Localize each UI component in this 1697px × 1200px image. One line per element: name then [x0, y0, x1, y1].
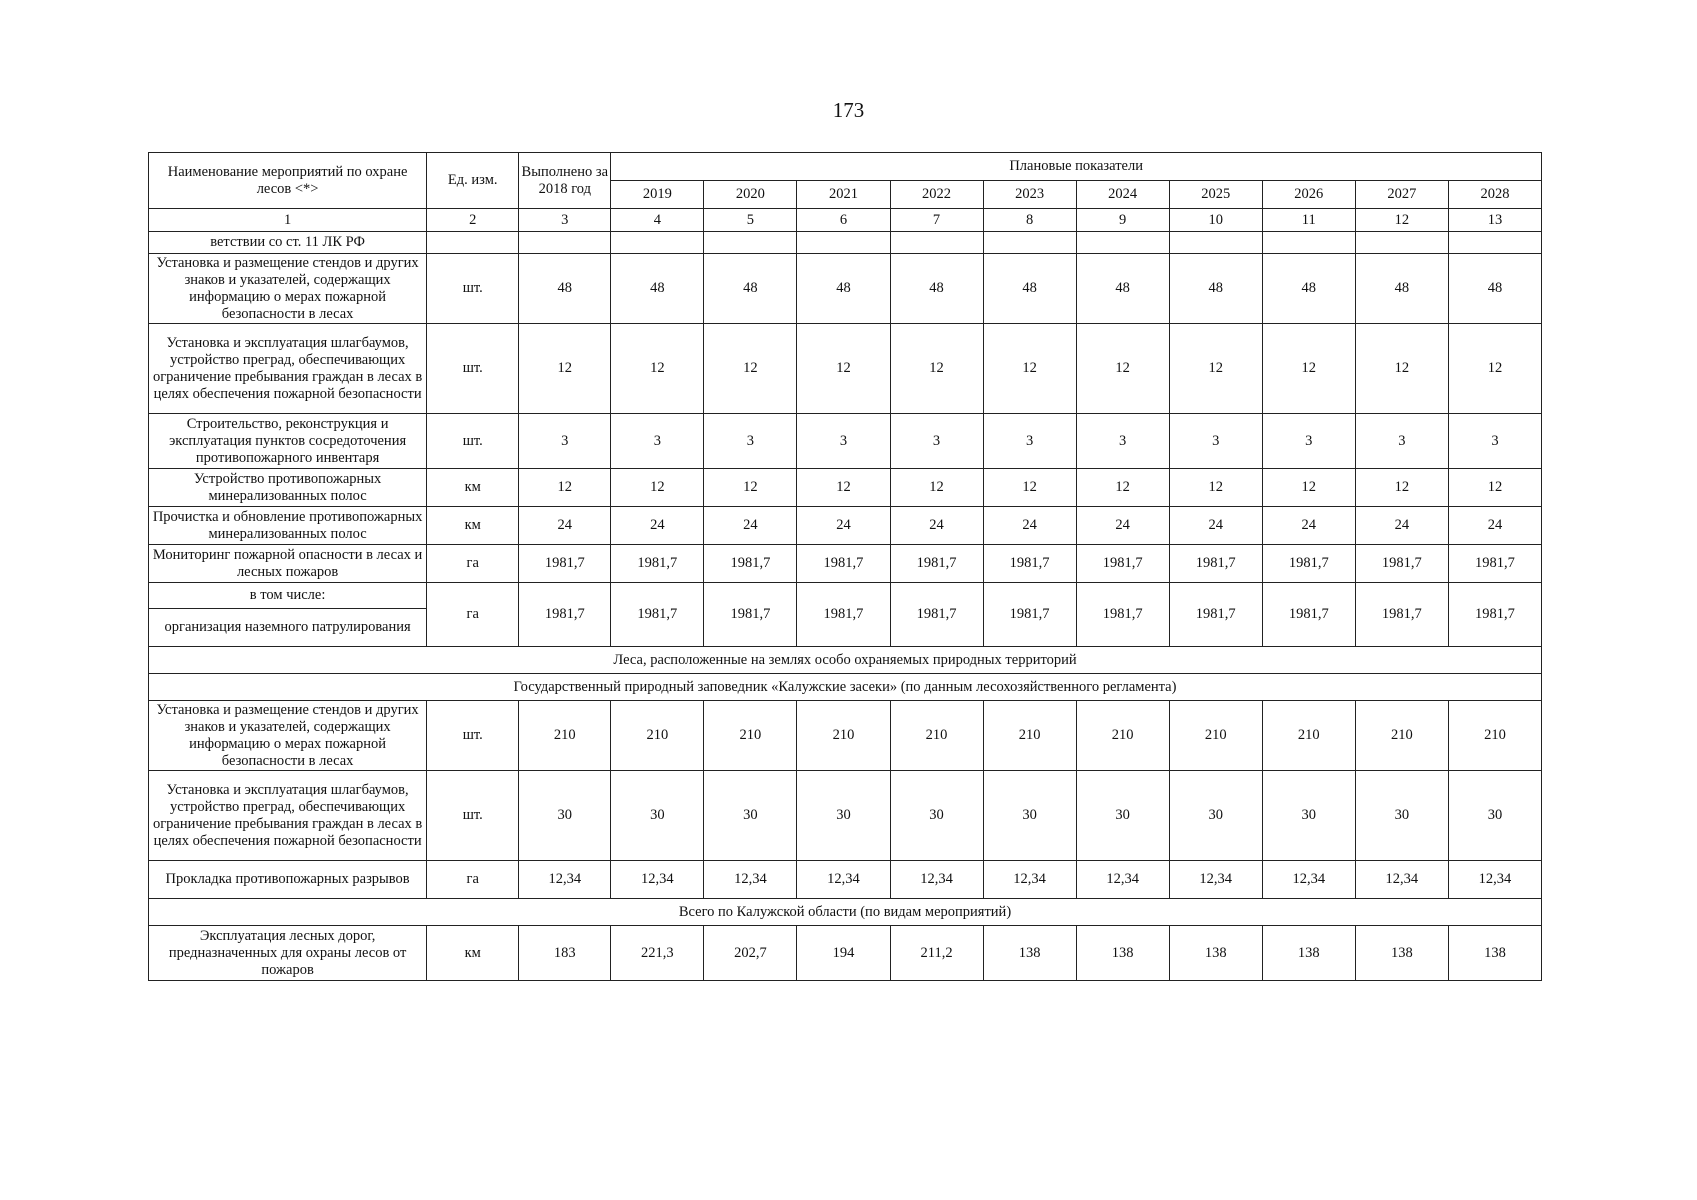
subsection-title-reserve: Государственный природный заповедник «Калужские засеки» (по данным лесохозяйственного регламента) — [149, 674, 1542, 701]
table-row — [149, 469, 1542, 507]
value-cell: 48 — [1448, 254, 1541, 324]
value-cell: 48 — [611, 254, 704, 324]
value-cell: 12 — [519, 469, 611, 507]
value-cell: 30 — [1448, 771, 1541, 861]
value-cell: 24 — [704, 507, 797, 545]
activity-name: Установка и размещение стендов и других знаков и указателей, содержащих информацию о мерах пожарной безопасности в лесах — [149, 701, 427, 771]
value-cell: 12,34 — [1262, 861, 1355, 899]
value-cell: 3 — [797, 414, 890, 469]
activity-name: ветствии со ст. 11 ЛК РФ — [149, 232, 427, 254]
value-cell — [519, 232, 611, 254]
column-number: 7 — [890, 209, 983, 232]
activity-name: Устройство противопожарных минерализованных полос — [149, 469, 427, 507]
value-cell: 12 — [1076, 469, 1169, 507]
value-cell: 48 — [519, 254, 611, 324]
header-name: Наименование мероприятий по охране лесов <*> — [149, 153, 427, 209]
header-year: 2026 — [1262, 181, 1355, 209]
value-cell: 30 — [1355, 771, 1448, 861]
value-cell: 12 — [1448, 324, 1541, 414]
header-column-numbers-row — [149, 209, 1542, 232]
unit-cell: шт. — [427, 324, 519, 414]
unit-cell: шт. — [427, 701, 519, 771]
value-cell: 12 — [890, 324, 983, 414]
header-unit: Ед. изм. — [427, 153, 519, 209]
activity-name: Прочистка и обновление противопожарных минерализованных полос — [149, 507, 427, 545]
value-cell: 30 — [797, 771, 890, 861]
activity-name: организация наземного патрулирования — [149, 609, 427, 647]
table-row — [149, 232, 1542, 254]
column-number: 4 — [611, 209, 704, 232]
value-cell: 1981,7 — [983, 545, 1076, 583]
unit-cell: га — [427, 861, 519, 899]
value-cell: 30 — [519, 771, 611, 861]
value-cell: 12 — [704, 324, 797, 414]
value-cell: 12,34 — [611, 861, 704, 899]
value-cell: 30 — [1169, 771, 1262, 861]
value-cell: 1981,7 — [1169, 583, 1262, 647]
value-cell: 211,2 — [890, 926, 983, 981]
value-cell: 1981,7 — [611, 545, 704, 583]
value-cell: 1981,7 — [519, 583, 611, 647]
table-row — [149, 701, 1542, 771]
value-cell: 3 — [1169, 414, 1262, 469]
value-cell: 3 — [519, 414, 611, 469]
value-cell: 3 — [890, 414, 983, 469]
unit-cell: шт. — [427, 254, 519, 324]
value-cell: 210 — [890, 701, 983, 771]
value-cell: 24 — [1169, 507, 1262, 545]
header-year: 2023 — [983, 181, 1076, 209]
value-cell: 12 — [890, 469, 983, 507]
value-cell: 12 — [983, 324, 1076, 414]
value-cell: 1981,7 — [611, 583, 704, 647]
header-year: 2021 — [797, 181, 890, 209]
unit-cell: шт. — [427, 771, 519, 861]
column-number: 11 — [1262, 209, 1355, 232]
value-cell: 3 — [704, 414, 797, 469]
header-year: 2024 — [1076, 181, 1169, 209]
value-cell: 48 — [983, 254, 1076, 324]
value-cell: 138 — [1076, 926, 1169, 981]
value-cell: 210 — [1262, 701, 1355, 771]
value-cell: 24 — [797, 507, 890, 545]
value-cell: 210 — [1076, 701, 1169, 771]
value-cell: 3 — [1076, 414, 1169, 469]
column-number: 1 — [149, 209, 427, 232]
section-title-oopt: Леса, расположенные на землях особо охраняемых природных территорий — [149, 647, 1542, 674]
value-cell: 210 — [611, 701, 704, 771]
value-cell — [611, 232, 704, 254]
value-cell: 210 — [1448, 701, 1541, 771]
value-cell: 210 — [519, 701, 611, 771]
table-row — [149, 254, 1542, 324]
value-cell: 1981,7 — [704, 545, 797, 583]
value-cell: 24 — [519, 507, 611, 545]
value-cell: 12 — [1355, 324, 1448, 414]
value-cell: 3 — [1448, 414, 1541, 469]
column-number: 6 — [797, 209, 890, 232]
column-number: 2 — [427, 209, 519, 232]
table-row — [149, 771, 1542, 861]
value-cell: 1981,7 — [890, 583, 983, 647]
value-cell: 48 — [704, 254, 797, 324]
value-cell: 1981,7 — [704, 583, 797, 647]
unit-cell: км — [427, 507, 519, 545]
table-row — [149, 324, 1542, 414]
value-cell: 12 — [519, 324, 611, 414]
activity-name: Установка и размещение стендов и других знаков и указателей, содержащих информацию о мерах пожарной безопасности в лесах — [149, 254, 427, 324]
value-cell: 12 — [1076, 324, 1169, 414]
value-cell: 30 — [611, 771, 704, 861]
value-cell: 183 — [519, 926, 611, 981]
page-number: 173 — [832, 98, 865, 122]
value-cell: 12 — [1169, 469, 1262, 507]
header-year: 2027 — [1355, 181, 1448, 209]
column-number: 12 — [1355, 209, 1448, 232]
value-cell: 12,34 — [983, 861, 1076, 899]
activity-name: Установка и эксплуатация шлагбаумов, устройство преград, обеспечивающих ограничение пребывания граждан в лесах в целях обеспечения пожарной безопасности — [149, 324, 427, 414]
header-planned: Плановые показатели — [611, 153, 1542, 181]
value-cell: 1981,7 — [1076, 583, 1169, 647]
unit-cell: га — [427, 545, 519, 583]
value-cell: 210 — [1355, 701, 1448, 771]
value-cell: 24 — [1262, 507, 1355, 545]
value-cell: 12,34 — [1355, 861, 1448, 899]
value-cell: 1981,7 — [890, 545, 983, 583]
value-cell: 48 — [890, 254, 983, 324]
value-cell: 30 — [1262, 771, 1355, 861]
value-cell: 12,34 — [797, 861, 890, 899]
value-cell: 210 — [704, 701, 797, 771]
column-number: 3 — [519, 209, 611, 232]
value-cell: 48 — [1076, 254, 1169, 324]
value-cell: 3 — [611, 414, 704, 469]
value-cell: 202,7 — [704, 926, 797, 981]
column-number: 5 — [704, 209, 797, 232]
value-cell: 48 — [797, 254, 890, 324]
value-cell: 1981,7 — [1169, 545, 1262, 583]
table-row — [149, 507, 1542, 545]
table-row — [149, 926, 1542, 981]
activity-name: Строительство, реконструкция и эксплуатация пунктов сосредоточения противопожарного инвентаря — [149, 414, 427, 469]
value-cell: 48 — [1169, 254, 1262, 324]
value-cell: 12,34 — [1169, 861, 1262, 899]
activity-name: Прокладка противопожарных разрывов — [149, 861, 427, 899]
value-cell: 12 — [797, 469, 890, 507]
value-cell: 12 — [611, 324, 704, 414]
value-cell: 3 — [983, 414, 1076, 469]
value-cell: 210 — [1169, 701, 1262, 771]
column-number: 8 — [983, 209, 1076, 232]
table-body — [149, 232, 1542, 981]
column-number: 13 — [1448, 209, 1541, 232]
value-cell — [890, 232, 983, 254]
activity-name: Эксплуатация лесных дорог, предназначенных для охраны лесов от пожаров — [149, 926, 427, 981]
value-cell: 1981,7 — [1448, 545, 1541, 583]
value-cell: 138 — [1355, 926, 1448, 981]
forest-protection-table — [148, 152, 1542, 981]
value-cell: 1981,7 — [983, 583, 1076, 647]
value-cell: 1981,7 — [797, 545, 890, 583]
value-cell: 12,34 — [890, 861, 983, 899]
header-year: 2028 — [1448, 181, 1541, 209]
section-row — [149, 899, 1542, 926]
header-year: 2019 — [611, 181, 704, 209]
value-cell — [1262, 232, 1355, 254]
value-cell: 138 — [1169, 926, 1262, 981]
value-cell: 24 — [1355, 507, 1448, 545]
value-cell: 24 — [983, 507, 1076, 545]
value-cell: 1981,7 — [1262, 583, 1355, 647]
value-cell: 221,3 — [611, 926, 704, 981]
subsection-row — [149, 674, 1542, 701]
table-row — [149, 583, 1542, 609]
value-cell: 1981,7 — [1262, 545, 1355, 583]
column-number: 10 — [1169, 209, 1262, 232]
value-cell: 24 — [890, 507, 983, 545]
value-cell: 12,34 — [1448, 861, 1541, 899]
header-done-2018: Выполнено за 2018 год — [519, 153, 611, 209]
value-cell: 1981,7 — [1355, 545, 1448, 583]
value-cell: 48 — [1262, 254, 1355, 324]
value-cell: 210 — [983, 701, 1076, 771]
table-row — [149, 545, 1542, 583]
value-cell: 138 — [1262, 926, 1355, 981]
section-title-total: Всего по Калужской области (по видам мероприятий) — [149, 899, 1542, 926]
value-cell: 210 — [797, 701, 890, 771]
value-cell: 12 — [1448, 469, 1541, 507]
unit-cell: шт. — [427, 414, 519, 469]
value-cell: 12 — [1262, 324, 1355, 414]
value-cell — [983, 232, 1076, 254]
value-cell — [1448, 232, 1541, 254]
value-cell: 194 — [797, 926, 890, 981]
value-cell: 1981,7 — [1355, 583, 1448, 647]
value-cell: 12 — [1262, 469, 1355, 507]
value-cell: 12 — [1169, 324, 1262, 414]
value-cell: 3 — [1355, 414, 1448, 469]
value-cell — [1076, 232, 1169, 254]
header-year: 2022 — [890, 181, 983, 209]
value-cell: 12,34 — [519, 861, 611, 899]
value-cell: 12 — [797, 324, 890, 414]
value-cell: 30 — [890, 771, 983, 861]
value-cell: 24 — [1448, 507, 1541, 545]
table-row — [149, 861, 1542, 899]
activity-name: Установка и эксплуатация шлагбаумов, устройство преград, обеспечивающих ограничение пребывания граждан в лесах в целях обеспечения пожарной безопасности — [149, 771, 427, 861]
column-number: 9 — [1076, 209, 1169, 232]
value-cell: 24 — [611, 507, 704, 545]
value-cell — [1355, 232, 1448, 254]
value-cell — [797, 232, 890, 254]
header-row-1 — [149, 153, 1542, 181]
value-cell: 30 — [704, 771, 797, 861]
in-that-number-label: в том числе: — [149, 583, 427, 609]
section-row — [149, 647, 1542, 674]
value-cell: 12,34 — [704, 861, 797, 899]
value-cell — [1169, 232, 1262, 254]
value-cell: 1981,7 — [797, 583, 890, 647]
header-year: 2025 — [1169, 181, 1262, 209]
value-cell: 1981,7 — [1076, 545, 1169, 583]
unit-cell: га — [427, 583, 519, 647]
value-cell: 48 — [1355, 254, 1448, 324]
value-cell: 1981,7 — [519, 545, 611, 583]
value-cell: 3 — [1262, 414, 1355, 469]
value-cell: 12 — [983, 469, 1076, 507]
value-cell: 30 — [1076, 771, 1169, 861]
value-cell: 12 — [704, 469, 797, 507]
value-cell: 1981,7 — [1448, 583, 1541, 647]
unit-cell — [427, 232, 519, 254]
table-row — [149, 414, 1542, 469]
activity-name: Мониторинг пожарной опасности в лесах и лесных пожаров — [149, 545, 427, 583]
value-cell: 138 — [1448, 926, 1541, 981]
value-cell: 12 — [611, 469, 704, 507]
value-cell — [704, 232, 797, 254]
header-year: 2020 — [704, 181, 797, 209]
value-cell: 24 — [1076, 507, 1169, 545]
unit-cell: км — [427, 926, 519, 981]
unit-cell: км — [427, 469, 519, 507]
value-cell: 138 — [983, 926, 1076, 981]
value-cell: 12,34 — [1076, 861, 1169, 899]
value-cell: 30 — [983, 771, 1076, 861]
value-cell: 12 — [1355, 469, 1448, 507]
